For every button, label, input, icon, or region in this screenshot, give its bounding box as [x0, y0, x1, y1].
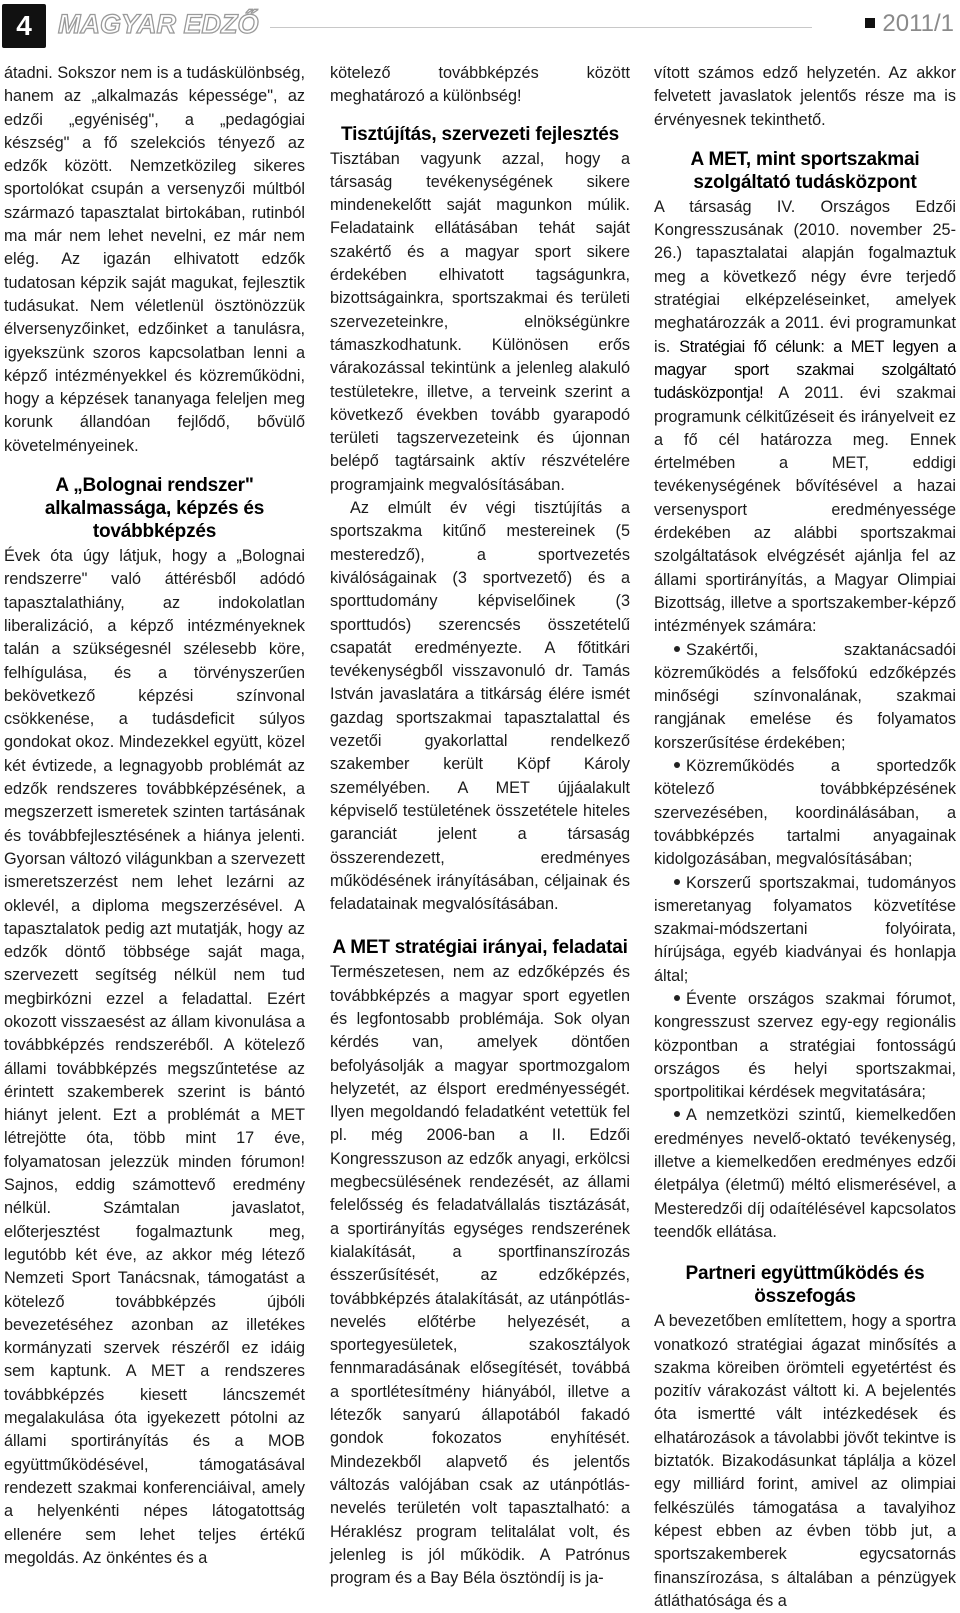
col3-paragraph-2: [654, 196, 956, 639]
col3-p2-part-a: A társaság IV. Országos Edzői Kongresszusának (2010. november 25-26.) tapasztalatai alapján fogalmaztuk meg a következő négy évre terjedő stratégiai elképzeléseinket, amelyek meghatározzák a 2011. évi programunkat is.: [654, 197, 956, 356]
col2-paragraph-2: Tisztában vagyunk azzal, hogy a társaság tevékenységének sikere mindenekelőtt saját magunkon múlik. Feladataink ellátásában tehát saját szakértő és a magyar sport sikere érdekében elhivatott tagságunkra, bizottságainkra, sportszakmai és területi szervezeteinkre, elnökségünkre támaszkodhatunk. Különösen erős várakozással tekintünk a jelenleg alakuló testületekre, illetve, a terveink szerint a következő években tovább gyarapodó területi tagszervezeteink és újonnan belépő tagtársaink aktív részvételére programjaink megvalósításában.: [330, 149, 630, 494]
col3-p2-part-c: A 2011. évi szakmai programunk célkitűzéseit és irányelveit ez a fő cél határozza meg. Ennek értelmében a MET, eddigi tevékenységének bővítésével a hazai versenysport eredményessége érdekében az alábbi sportszakmai szolgáltatások elvégzését ajánlja fel az állami sportirányítás, a Magyar Olimpiai Bizottság, illetve a sportszakember-képző intézmények számára:: [654, 384, 956, 636]
list-item: [654, 755, 956, 871]
list-item-text: A nemzetközi szintű, kiemelkedően eredményes nevelő-oktató tevékenység, illetve a kiemelkedően eredményes edzői életpálya (életmű) méltó elismerésével, a Mesteredzői díj odaítélésével kapcsolatos teendők ellátása.: [654, 1106, 956, 1241]
col3-paragraph-3: A bevezetőben említettem, hogy a sportra vonatkozó stratégiai ágazat minősítés a szakma köreiben örömteli egyetértést és pozitív várakozást váltott ki. A bejelentés óta ismertté vált intézkedések és elhatározások a távolabbi jövőt tekintve is biztatók. Bizakodásunkat táplálja a közel egy milliárd forint, amivel az olimpiai felkészülés támogatása a tavalyihoz képest ebben az évben több jut, a sportszakemberek egycsatornás finanszírozása, s általában a pénzügyek átláthatósága és a: [654, 1312, 956, 1610]
list-item-text: Évente országos szakmai fórumot, kongresszust szervez egy-egy regionális központban a stratégiai fontosságú országos és helyi sportszakmai, sportpolitikai kérdések megvitatására;: [654, 989, 956, 1102]
magazine-logo: [56, 6, 259, 42]
list-item: [654, 988, 956, 1104]
list-item: [654, 1104, 956, 1244]
bullet-icon: [674, 995, 680, 1001]
issue-number: 2011/1: [882, 10, 954, 37]
services-list: [654, 639, 956, 1245]
column-2: [330, 62, 630, 1588]
page-number: 4: [2, 4, 46, 48]
col3-heading-2: Partneri együttműködés és összefogás: [685, 1263, 925, 1308]
list-item-text: Közreműködés a sportedzők kötelező továbbképzésének szervezésében, koordinálásában, a továbbképzés tartalmi anyagainak kidolgozásában, megvalósításában;: [654, 757, 956, 869]
col1-paragraph-2: Évek óta úgy látjuk, hogy a „Bolognai rendszerre" való áttérésből adódó tapasztalathiány, az indokolatlan liberalizáció, a képző intézményeknek talán a szükségesnél szélesebb köre, felhígulása, és a törvényszerűen bekövetkező képzési színvonal csökkenése, a tudásdeficit súlyos gondokat okoz. Mindezekkel együtt, közel két évtizede, a legnagyobb problémát az edzők rendszeres továbbképzésének, a megszerzett ismeretek szinten tartásának és továbbfejlesztésének a hiánya jelenti. Gyorsan változó világunkban a szervezett ismeretszerzést nem lehet lezárni az oklevél, a diploma megszerzésével. A tapasztalatok pedig azt mutatják, hogy az edzők döntő többsége saját maga, szervezett segítség nélkül nem tud megbirkózni ezzel a feladattal. Ezért okozott visszaesést az állam kivonulása a továbbképzés rendszeréből. A kötelező állami továbbképzés megszűntetése az érintett szakemberek szerint is bántó hiányt jelent. Ezt a problémát a MET létrejötte óta, több mint 17 éve, folyamatosan jelezzük minden fórumon! Sajnos, eddig számottevő eredmény nélkül. Számtalan javaslatot, előterjesztést fogalmaztunk meg, legutóbb két éve, az akkor még létező Nemzeti Sport Tanácsnak, támogatást a kötelező továbbképzés újbóli bevezetéséhez azonban az illetékes kormányzati szervek részéről ez idáig sem kaptunk. A MET a rendszeres továbbképzés kiesett láncszemét megalakulása óta igyekezett pótolni az állami sportirányítás és a MOB együttműködésével, támogatásával rendezett szakmai konferenciáival, amely a helyenkénti népes látogatottság ellenére sem lehet teljes értékű megoldás. Az önkéntes és a: [4, 547, 305, 1567]
list-item: [654, 639, 956, 755]
square-bullet-icon: [865, 18, 875, 28]
col2-paragraph-3: Az elmúlt év végi tisztújítás a sportszakma kitűnő mestereinek (5 mesteredző), a sportvezetés kiválóságainak (3 sportvezető) és a sporttudomány képviselőinek (3 sporttudós) szerencsés összetételű csapatát eredményezte. A főtitkári tevékenységből visszavonuló dr. Tamás István javaslatára a titkárság élére ismét gazdag sportszakmai tapasztalattal és vezetői gyakorlattal rendelkező szakember került Köpf Károly személyében. A MET újjáalakult képviselő testületének összetétele hiteles garanciát jelent a társaság összerendezett, eredményes működésének irányításában, céljainak és feladatainak megvalósításában.: [330, 499, 630, 914]
col3-heading-1: A MET, mint sportszakmai szolgáltató tudásközpont: [690, 148, 920, 193]
bullet-icon: [674, 762, 680, 768]
column-3: [654, 62, 956, 1610]
bullet-icon: [674, 879, 680, 885]
issue-label: [865, 10, 954, 38]
col2-heading-1: Tisztújítás, szervezeti fejlesztés: [341, 123, 619, 145]
magazine-title: MAGYAR EDZŐ: [58, 9, 259, 39]
page-header: [0, 0, 960, 54]
bullet-icon: [674, 1111, 680, 1117]
bullet-icon: [674, 646, 680, 652]
col2-paragraph-1: kötelező továbbképzés között meghatározó a különbség!: [330, 64, 630, 106]
list-item: [654, 872, 956, 988]
list-item-text: Korszerű sportszakmai, tudományos ismeretanyag folyamatos közvetítése szakmai-módszertani folyóirata, hírújsága, egyéb kiadványai és honlapja által;: [654, 873, 956, 985]
col2-paragraph-4: Természetesen, nem az edzőképzés és továbbképzés a magyar sport egyetlen és legfontosabb problémája. Sok olyan kérdés van, amelyek döntően befolyásolják a magyar sportmozgalom helyzetét, az élsport eredményességét. Ilyen megoldandó feladatként vetettük fel pl. még 2006-ban a II. Edzői Kongresszuson az edzők anyagi, erkölcsi megbecsülésének rendezését, az állami felelősség és feladatvállalás tisztázását, a sportirányítás egységes rendszerének kialakítását, a sportfinanszírozás ésszerűsítését, az edzőképzés, továbbképzés átalakítását, az utánpótlás-nevelés előtérbe helyezését, a sportegyesületek, szakosztályok fennmaradásának elősegítését, továbbá a sportlétesítmény hiányából, illetve a létezők sanyarú állapotából fakadó gondok fokozatos enyhítését. Mindezekből alapvető és jelentős változás valójában csak az utánpótlás-nevelés területén volt tapasztalható: a Héraklész program telitalálat volt, és jelenleg is jól működik. A Patrónus program és a Bay Béla ösztöndíj is ja-: [330, 963, 630, 1588]
strategic-goal-highlight: Stratégiai fő célunk: a MET legyen a magyar sport szakmai szolgáltató tudásközpontja!: [654, 337, 956, 403]
col3-paragraph-1: vított számos edző helyzetén. Az akkor felvetett javaslatok jelentős része ma is érvényesnek tekinthető.: [654, 64, 956, 129]
column-1: [4, 62, 305, 1567]
header-rule: [270, 27, 812, 28]
col2-heading-2: A MET stratégiai irányai, feladatai: [332, 937, 628, 959]
col1-heading: A „Bolognai rendszer" alkalmassága, képzés és továbbképzés: [44, 475, 265, 543]
list-item-text: Szakértői, szaktanácsadói közreműködés a felsőfokú edzőképzés minőségi színvonalának, szakmai rangjának emelése és folyamatos korszerűsítése érdekében;: [654, 640, 956, 752]
col1-paragraph-1: átadni. Sokszor nem is a tudáskülönbség, hanem az „alkalmazás képessége", az edzői „egyéniség", a „pedagógiai készség" a fő szelekciós tényező az edzők között. Nemzetközileg sikeres sportolókat csupán a versenyzői múltból származó tapasztalat birtokában, rutinból ma már nem lehet nevelni, ez már nem elég. Az igazán elhivatott edzők tudatosan képzik saját magukat, fejlesztik tudásukat. Nem véletlenül ösztönözzük élversenyzőinket, edzőinket a tanulásra, igyekszünk szoros kapcsolatban lenni a képző intézményekkel és közreműködni, hogy a képzések tananyaga feleljen meg korunk állandóan fejlődő, bővülő követelményeinek.: [4, 64, 305, 455]
